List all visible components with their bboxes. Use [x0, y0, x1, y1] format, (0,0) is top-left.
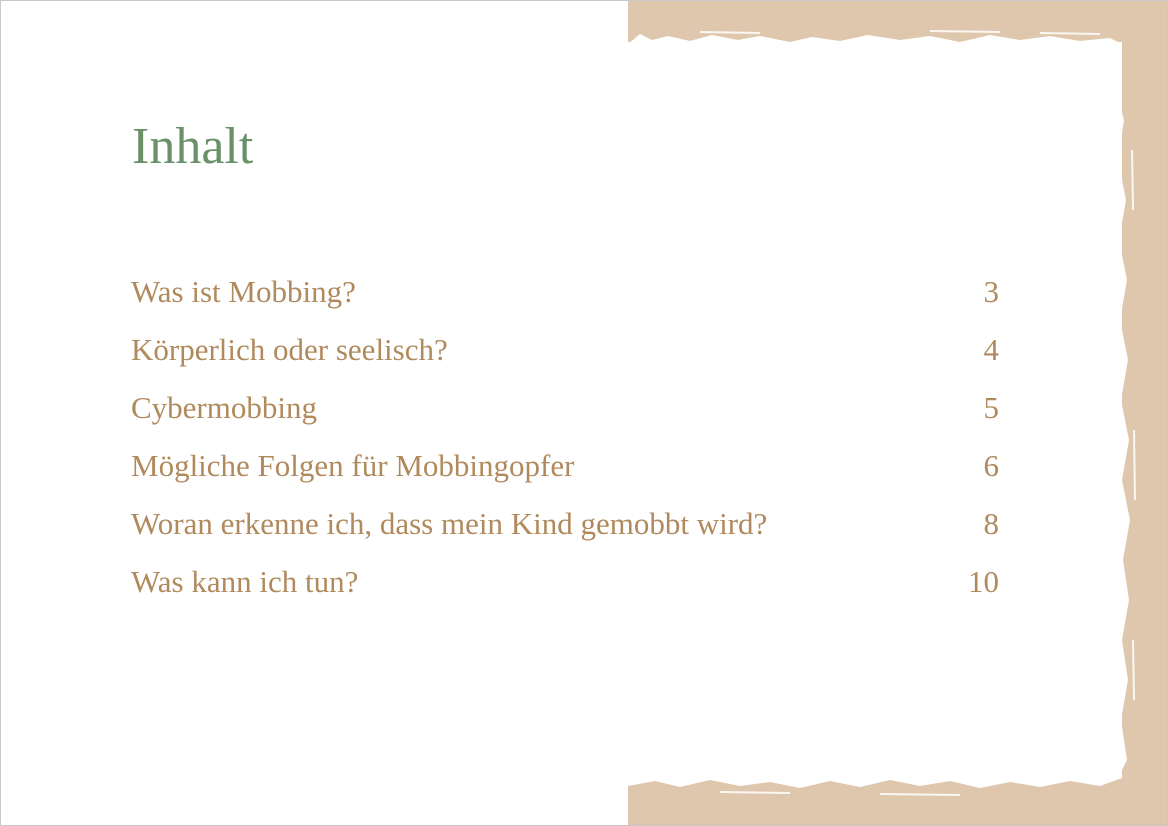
toc-entry-label: Mögliche Folgen für Mobbingopfer	[131, 448, 575, 483]
toc-entry-page: 6	[983, 448, 999, 483]
toc-entry[interactable]	[131, 502, 1011, 560]
toc-entry-label: Körperlich oder seelisch?	[131, 332, 448, 367]
toc-entry-page: 4	[983, 332, 999, 367]
page-title: Inhalt	[132, 118, 254, 175]
toc-entry-label: Was ist Mobbing?	[131, 274, 356, 309]
toc-entry[interactable]	[131, 444, 1011, 502]
toc-entry-page: 10	[968, 564, 999, 599]
toc-entry-page: 5	[983, 390, 999, 425]
toc-entry[interactable]	[131, 560, 1011, 618]
toc-entry[interactable]	[131, 386, 1011, 444]
toc-entry[interactable]	[131, 328, 1011, 386]
toc-entry-label: Was kann ich tun?	[131, 564, 359, 599]
toc-entry-label: Cybermobbing	[131, 390, 317, 425]
toc-entry-page: 8	[983, 506, 999, 541]
table-of-contents	[131, 270, 1011, 618]
toc-entry-page: 3	[983, 274, 999, 309]
toc-entry[interactable]	[131, 270, 1011, 328]
toc-entry-label: Woran erkenne ich, dass mein Kind gemobbt wird?	[131, 506, 768, 541]
